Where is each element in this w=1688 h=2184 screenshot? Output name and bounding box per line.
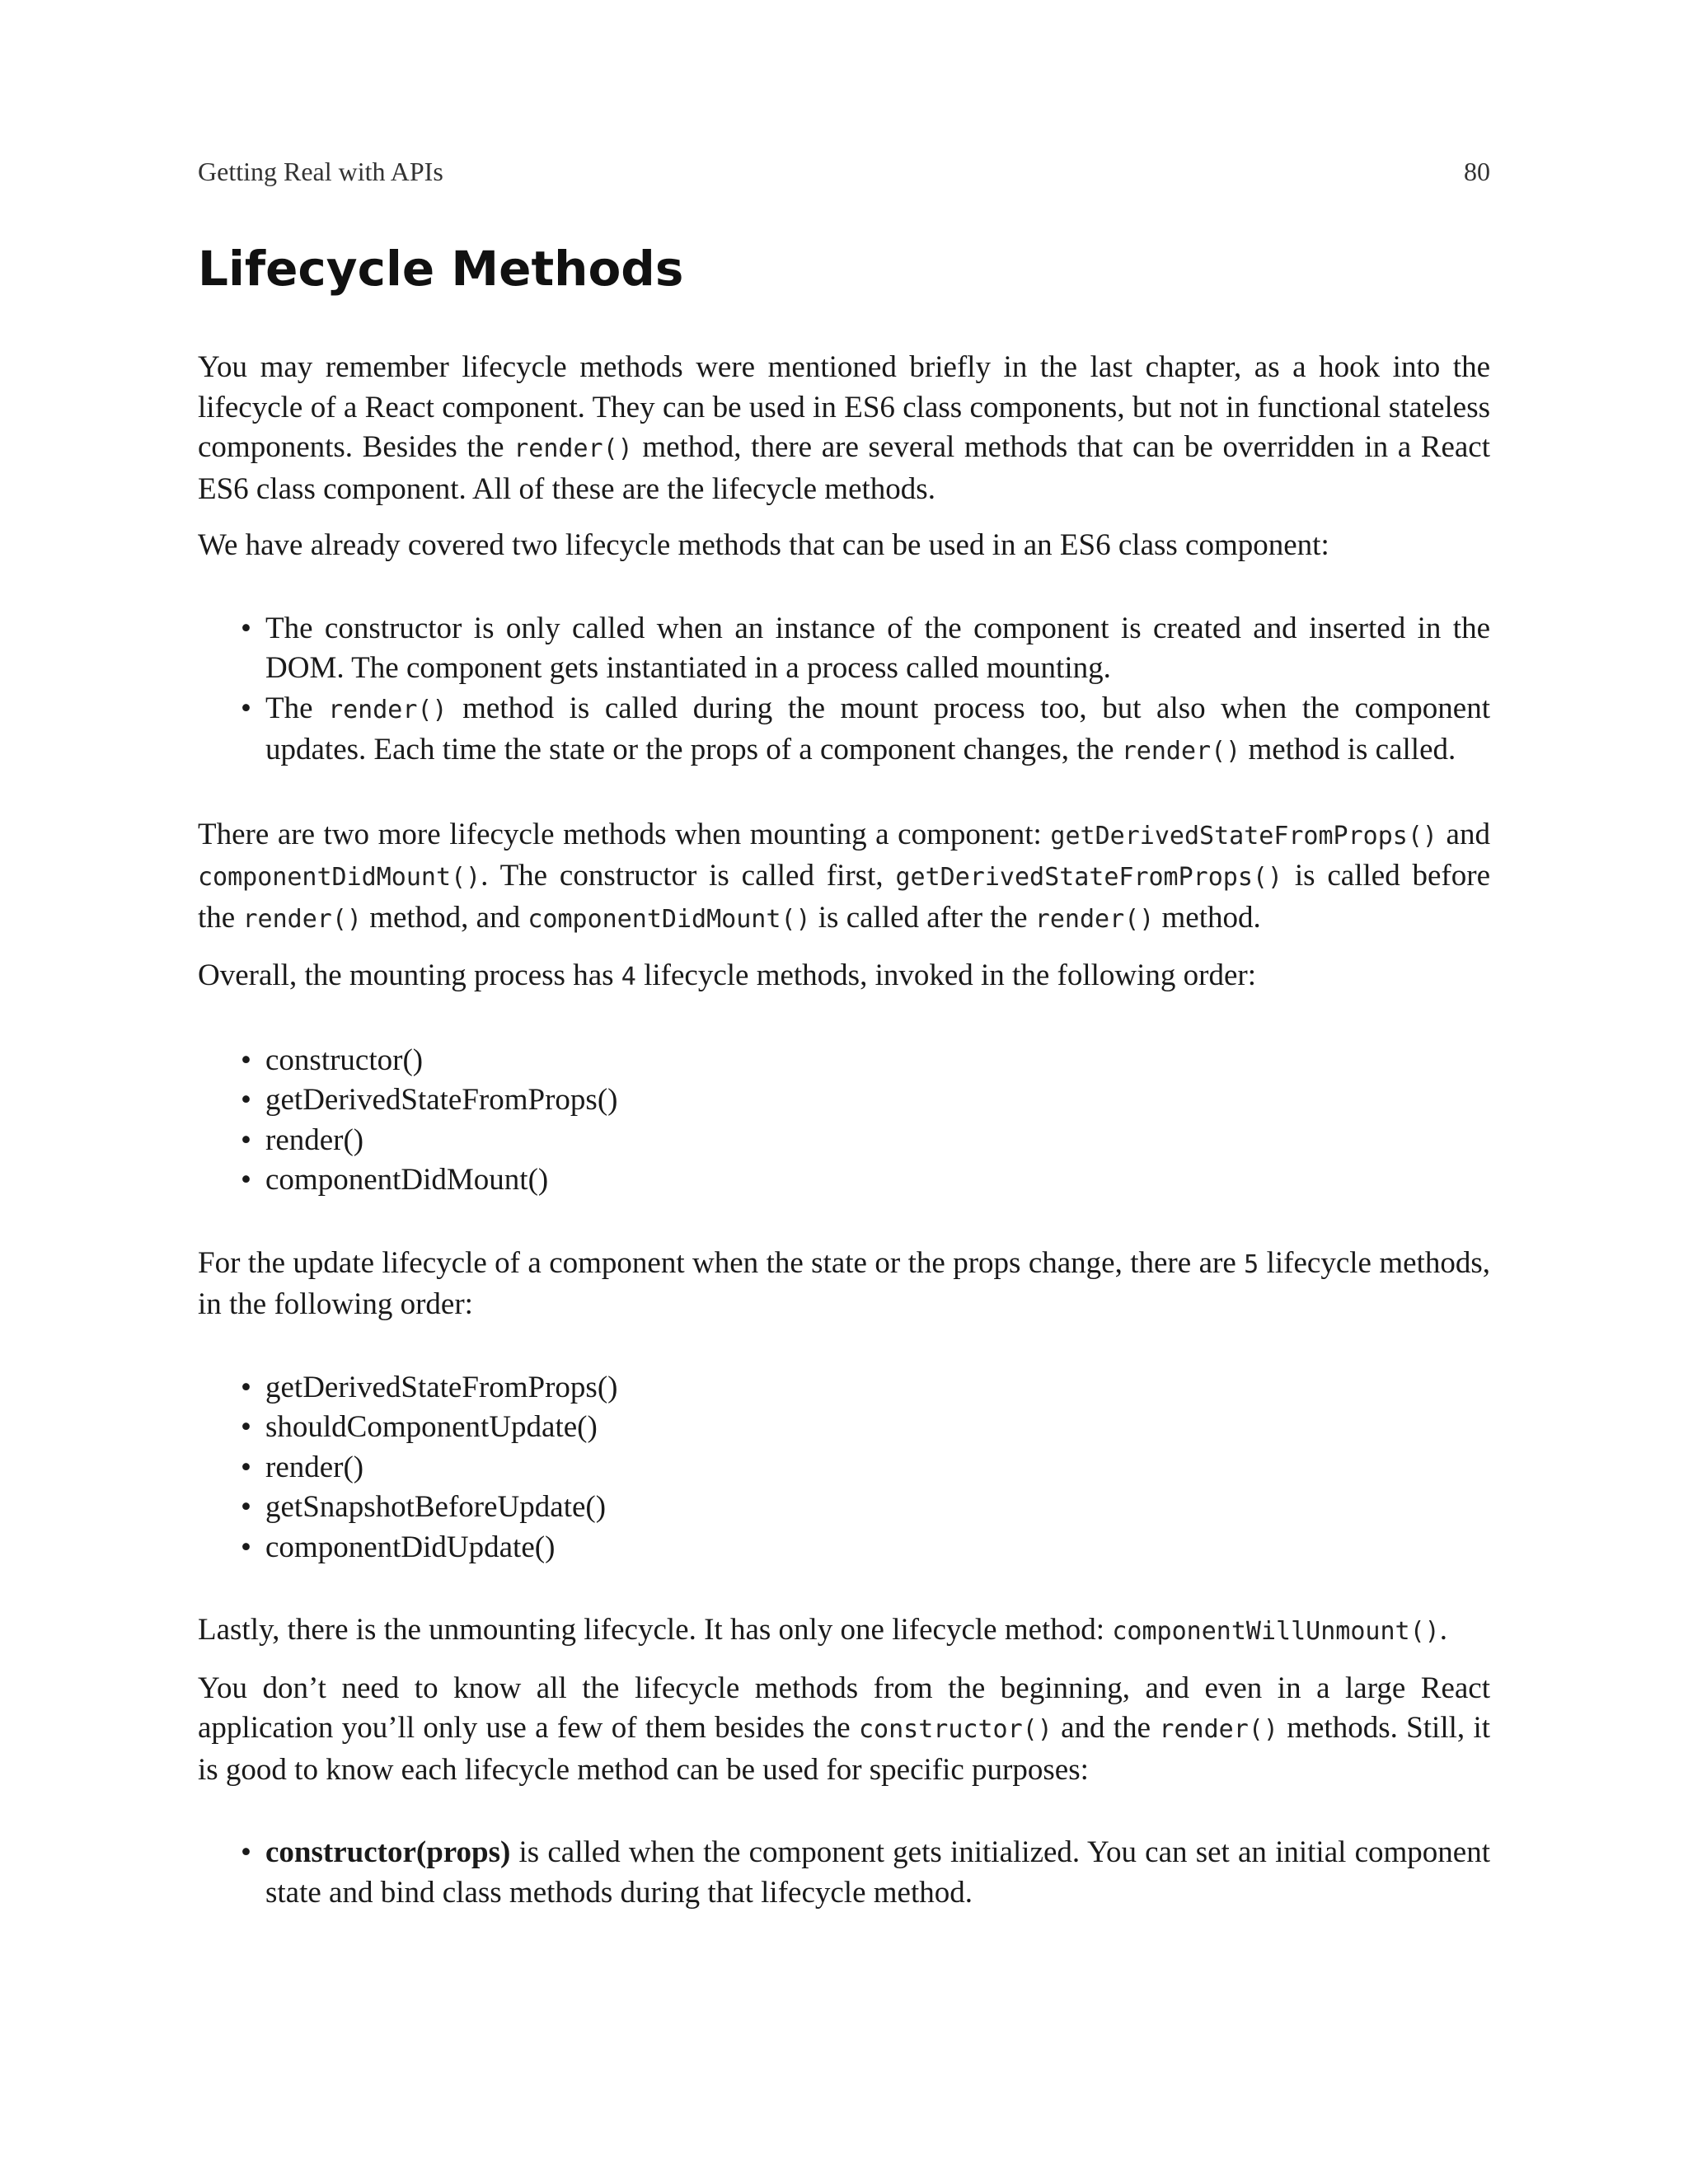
update-methods-list xyxy=(198,1368,1490,1568)
inline-code: render() xyxy=(1034,904,1155,934)
page-header xyxy=(198,155,1490,188)
inline-code: componentDidMount() xyxy=(198,863,481,892)
text-run: You don’t need to know all the lifecycle methods from the beginning, and even in a large React application you’ll only use a few of them besides the xyxy=(198,1671,1490,1745)
list-item: • shouldComponentUpdate() xyxy=(198,1408,1490,1448)
text-run: and xyxy=(1437,817,1490,851)
text-run: The xyxy=(265,691,329,725)
inline-code: render() xyxy=(1121,737,1241,766)
text-run: For the update lifecycle of a component when the state or the props change, there are xyxy=(198,1245,1245,1280)
text-run: and the xyxy=(1052,1711,1160,1745)
text-run: method, and xyxy=(361,900,528,935)
text-run: method is called. xyxy=(1240,733,1456,766)
inline-code: constructor() xyxy=(858,1715,1053,1744)
text-run: lifecycle methods, in the following order: xyxy=(198,1245,1491,1321)
text-run: method. xyxy=(1154,900,1261,935)
inline-code: componentDidMount() xyxy=(528,904,811,934)
section-title: Lifecycle Methods xyxy=(198,241,684,297)
paragraph-purposes xyxy=(198,1669,1490,1791)
text-run: . The constructor is called first, xyxy=(481,859,896,893)
list-item xyxy=(198,689,1490,772)
paragraph-update xyxy=(198,1244,1490,1325)
mounting-methods-list xyxy=(198,1041,1490,1201)
paragraph-mounting-order xyxy=(198,956,1490,998)
paragraph-covered: We have already covered two lifecycle methods that can be used in an ES6 class component: xyxy=(198,528,1329,562)
text-run: Lastly, there is the unmounting lifecycle. It has only one lifecycle method: xyxy=(198,1613,1113,1647)
running-title: Getting Real with APIs xyxy=(198,157,443,186)
text-run: There are two more lifecycle methods when mounting a component: xyxy=(198,817,1051,851)
list-item: • render() xyxy=(198,1448,1490,1488)
list-item: • componentDidUpdate() xyxy=(198,1528,1490,1568)
text-run: is called after the xyxy=(810,900,1035,935)
text-run: method, there are several methods that can be overridden in a React ES6 class component. All of these are the lifecycle methods. xyxy=(198,430,1491,506)
list-item xyxy=(198,1833,1490,1913)
list-item: • constructor() xyxy=(198,1041,1490,1081)
text-run: is called when the component gets initialized. You can set an initial component state and bind class methods during that lifecycle method. xyxy=(265,1835,1490,1910)
text-run: method is called during the mount process too, but also when the component updates. Each time the state or the props of a component changes, the xyxy=(265,691,1490,766)
inline-code: 5 xyxy=(1244,1249,1259,1279)
list-item: • render() xyxy=(198,1121,1490,1161)
text-run: . xyxy=(1439,1613,1447,1647)
text-run: Overall, the mounting process has xyxy=(198,958,621,992)
page-number: 80 xyxy=(1464,157,1490,186)
covered-methods-list xyxy=(198,609,1490,772)
text-run: methods. Still, it is good to know each lifecycle method can be used for specific purposes: xyxy=(198,1711,1491,1787)
inline-code: render() xyxy=(328,695,448,724)
inline-code: getDerivedStateFromProps() xyxy=(895,863,1283,892)
text-run: is called before the xyxy=(198,859,1490,935)
list-item: • The constructor is only called when an instance of the component is created and inserted in the DOM. The component gets instantiated in a process called mounting. xyxy=(198,609,1490,689)
paragraph-intro xyxy=(198,348,1490,509)
list-item: • getDerivedStateFromProps() xyxy=(198,1368,1490,1408)
inline-code: render() xyxy=(513,434,633,463)
inline-code: 4 xyxy=(621,963,636,991)
purposes-list xyxy=(198,1833,1490,1913)
method-name: constructor(props) xyxy=(265,1835,511,1869)
list-item: • componentDidMount() xyxy=(198,1160,1490,1201)
inline-code: componentWillUnmount() xyxy=(1112,1617,1440,1646)
text-run: lifecycle methods, invoked in the following order: xyxy=(635,958,1256,992)
list-item: • getSnapshotBeforeUpdate() xyxy=(198,1488,1490,1528)
inline-code: render() xyxy=(1159,1715,1278,1744)
text-run: You may remember lifecycle methods were mentioned briefly in the last chapter, as a hook into the lifecycle of a React component. They can be used in ES6 class components, but not in functional stateless components. Besides the xyxy=(198,350,1490,464)
paragraph-unmounting xyxy=(198,1610,1490,1652)
page-content xyxy=(198,239,1490,1956)
inline-code: render() xyxy=(242,904,362,934)
inline-code: getDerivedStateFromProps() xyxy=(1050,821,1437,851)
paragraph-mounting xyxy=(198,815,1490,940)
list-item: • getDerivedStateFromProps() xyxy=(198,1080,1490,1121)
